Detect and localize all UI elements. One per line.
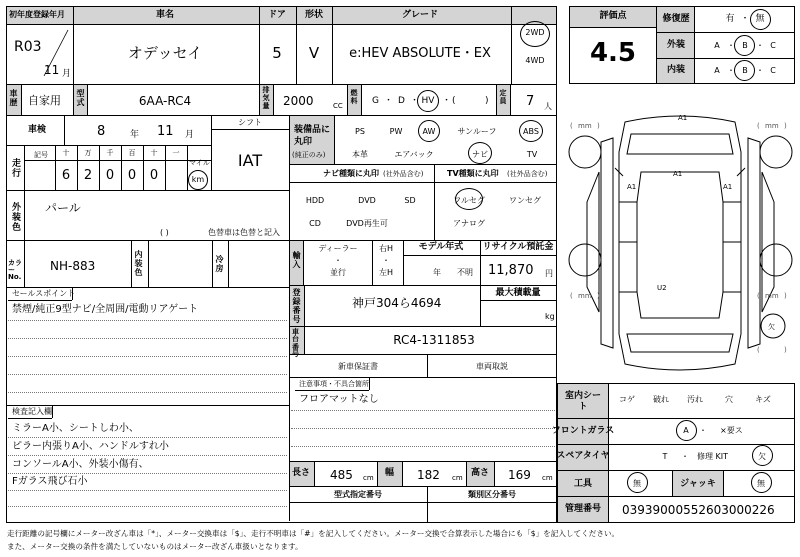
mileage-unit-2: 千: [106, 149, 114, 157]
equip-tv: TV: [526, 150, 538, 159]
interior-label: 内装: [666, 65, 686, 75]
repair-yes: 有: [725, 14, 735, 24]
mileage-unit-5: 一: [172, 149, 180, 157]
fuel-paren-close: ): [485, 96, 489, 106]
fuel-paren-open: (: [452, 96, 456, 106]
mileage-symbol-label: 記号: [34, 151, 48, 159]
repair-no: 無: [755, 14, 765, 24]
recycle-value: 11,870: [488, 263, 534, 278]
wheel-rl-mm: mm: [578, 292, 592, 300]
caution-text: フロアマットなし: [299, 394, 379, 405]
navi-dvd-play: DVD再生可: [346, 219, 388, 228]
footer-line-1: 走行距離の記号欄にメーター改ざん車は「*」、メーター交換車は「$」、走行不明車は「#」を記入してください。メーター交換で合算表示した場合にも「$」を記入してください。: [7, 529, 620, 538]
recycle-label: リサイクル預託金: [482, 242, 554, 252]
grade-label: グレード: [401, 10, 439, 20]
car-name: オデッセイ: [127, 44, 203, 62]
height-value: 169: [508, 468, 531, 482]
car-roof-outline: [637, 172, 723, 318]
equip-pw: PW: [389, 127, 403, 136]
type-designation-label: 型式指定番号: [334, 490, 382, 499]
mark-a1-roof: A1: [673, 170, 683, 178]
exterior-dot-2: ・: [756, 41, 764, 50]
mileage-digit-0: 6: [61, 168, 71, 183]
ac-label: 冷房: [215, 255, 224, 273]
import-dot-1: ・: [334, 256, 342, 265]
inspector-label: 検査記入欄: [12, 407, 52, 416]
tv-label: TV種類に丸印: [447, 169, 499, 178]
max-load-label: 最大積載量: [495, 288, 541, 298]
wheel-sp-paren-close: ): [784, 346, 787, 354]
navi-sub: (社外品含む): [383, 170, 424, 178]
color-paren: ( ): [160, 228, 169, 237]
disp-label: 排気量: [262, 86, 270, 110]
tv-sub: (社外品含む): [507, 170, 548, 178]
length-unit: cm: [363, 474, 374, 482]
wheel-rear-left: [569, 244, 601, 276]
car-damage-diagram: [561, 112, 800, 374]
plate-label: 登録番号: [292, 288, 301, 324]
fuel-dot-3: ・: [442, 96, 452, 106]
equipment-sub: (純正のみ): [292, 151, 326, 159]
inspection-label: 車検: [27, 125, 47, 135]
warranty-new: 新車保証書: [338, 362, 378, 371]
km-label: km: [191, 175, 205, 184]
sales-text: 禁煙/純正9型ナビ/全周囲/電動リアゲート: [12, 304, 199, 315]
class-number-label: 類別区分番号: [468, 490, 516, 499]
interior-dot-2: ・: [756, 66, 764, 75]
mile-label: マイル: [189, 159, 210, 167]
model-year-unknown: 不明: [457, 268, 473, 277]
reg-era: R03: [14, 39, 42, 55]
equip-leather: 本革: [352, 150, 368, 159]
mark-a1-front: A1: [678, 114, 688, 122]
plate-value: 神戸304ら4694: [352, 296, 442, 310]
inspection-year: 8: [97, 124, 106, 139]
navi-hdd: HDD: [305, 196, 325, 205]
inspection-month: 11: [157, 124, 174, 139]
import-dealer: ディーラー: [318, 244, 358, 253]
color-label: 外装色: [10, 202, 20, 232]
windshield-dot: ・: [699, 426, 707, 435]
equip-abs: ABS: [523, 127, 539, 136]
score-value: 4.5: [589, 38, 637, 68]
length-value: 485: [330, 468, 353, 482]
inspection-year-unit: 年: [130, 130, 140, 140]
door-label: ドア: [268, 10, 286, 20]
interior-dot-1: ・: [727, 66, 735, 75]
inspector-line-1: ミラーA小、シートしわ小、: [12, 423, 139, 434]
usage-label: 車歴: [9, 89, 18, 107]
navi-label: ナビ種類に丸印: [323, 169, 379, 178]
equipment-label: 装備品に丸印: [294, 125, 331, 148]
navi-dvd: DVD: [358, 196, 376, 205]
spare-none: 欠: [758, 452, 766, 461]
mark-spare-missing: 欠: [768, 323, 775, 331]
width-label: 幅: [385, 468, 395, 478]
mark-a1-right: A1: [723, 183, 733, 191]
wheel-fl-paren-close: ): [597, 122, 600, 130]
color-note: 色替車は色替と記入: [208, 228, 280, 237]
width-unit: cm: [452, 474, 463, 482]
mark-u2-rear: U2: [657, 284, 667, 292]
cap-unit: 人: [544, 102, 552, 111]
wheel-rr-mm: mm: [765, 292, 779, 300]
wheel-rl-paren-open: (: [570, 292, 573, 300]
inspection-month-unit: 月: [185, 130, 195, 140]
color-no-label: カラーNo.: [8, 259, 22, 281]
mileage-digit-1: 2: [83, 168, 93, 183]
navi-cd: CD: [309, 219, 321, 228]
spare-kit: 修理 KIT: [697, 452, 729, 461]
shift-value: IAT: [237, 151, 263, 170]
reg-month: 11: [44, 63, 60, 77]
mgmt-value: 03939000552603000226: [622, 503, 775, 517]
wheel-fl-paren-open: (: [570, 122, 573, 130]
exterior-label: 外装: [666, 40, 686, 50]
recycle-unit: 円: [545, 269, 553, 278]
jack-label: ジャッキ: [680, 479, 716, 489]
usage-value: 自家用: [28, 94, 61, 107]
model-label: 型式: [76, 89, 85, 107]
interior-item-1: 破れ: [653, 395, 669, 404]
wheel-fr-mm: mm: [765, 122, 779, 130]
car-right-side: [748, 138, 760, 348]
wheel-rr-paren-open: (: [757, 292, 760, 300]
wheel-fr-paren-open: (: [757, 122, 760, 130]
footer-line-2: また、メーター交換の条件を満たしていないものはメーター改ざん車扱いとなります。: [7, 542, 303, 551]
tv-oneseg: ワンセグ: [509, 196, 541, 205]
wheel-front-right: [760, 136, 792, 168]
warranty-manual: 車両取説: [476, 362, 508, 371]
shift-label: シフト: [238, 118, 262, 127]
caution-label: 注意事項・不具合箇所: [299, 380, 369, 388]
windshield-label: フロントガラス: [551, 426, 615, 436]
mileage-unit-3: 百: [128, 149, 136, 157]
int-color-label: 内装色: [134, 250, 143, 277]
mileage-unit-0: 十: [62, 149, 70, 157]
mileage-unit-1: 万: [84, 149, 92, 157]
windshield-replace: ×要ス: [720, 426, 743, 435]
wheel-fr-paren-close: ): [784, 122, 787, 130]
interior-item-2: 汚れ: [687, 395, 703, 404]
inspector-line-4: Fガラス飛び石小: [12, 476, 88, 487]
wheel-rr-paren-close: ): [784, 292, 787, 300]
shape-label: 形状: [304, 10, 324, 20]
cap-value: 7: [526, 94, 535, 109]
navi-sd: SD: [404, 196, 416, 205]
import-label: 輸入: [292, 251, 301, 269]
width-value: 182: [417, 468, 440, 482]
wheel-rl-paren-close: ): [597, 292, 600, 300]
model-value: 6AA-RC4: [138, 94, 192, 108]
tools-label: 工具: [573, 479, 593, 489]
exterior-b: B: [742, 41, 748, 50]
repair-label: 修復歴: [662, 14, 690, 24]
fuel-dot-1: ・: [384, 96, 394, 106]
jack-none: 無: [757, 479, 765, 488]
drive-2wd: 2WD: [525, 28, 545, 37]
equip-navi: ナビ: [472, 150, 488, 159]
reg-label: 初年度登録年月: [9, 10, 65, 19]
equip-sunroof: サンルーフ: [457, 127, 497, 136]
import-parallel: 並行: [330, 268, 346, 277]
mgmt-label: 管理番号: [564, 504, 602, 514]
interior-item-0: コゲ: [619, 395, 635, 404]
mark-a1-left: A1: [627, 183, 637, 191]
tv-analog: アナログ: [453, 219, 485, 228]
shape-value: V: [308, 44, 320, 62]
wheel-front-left: [569, 136, 601, 168]
color-no-value: NH-883: [50, 259, 96, 273]
sales-label: セールスポイント: [12, 289, 76, 298]
grade-value: e:HEV ABSOLUTE・EX: [349, 46, 491, 61]
tv-fullseg: フルセグ: [453, 196, 485, 205]
mileage-digit-4: 0: [149, 168, 159, 183]
windshield-a: A: [683, 426, 689, 435]
drive-4wd: 4WD: [525, 56, 545, 65]
disp-unit: CC: [333, 102, 343, 110]
model-year-unit: 年: [433, 268, 441, 277]
equip-ps: PS: [355, 127, 365, 136]
door-value: 5: [272, 44, 282, 62]
chassis-value: RC4-1311853: [393, 333, 475, 347]
import-left: 左H: [378, 268, 394, 277]
repair-dot: ・: [740, 14, 750, 24]
fuel-dot-2: ・: [410, 96, 420, 106]
wheel-fl-mm: mm: [578, 122, 592, 130]
exterior-a: A: [714, 41, 720, 50]
import-dot-2: ・: [382, 256, 390, 265]
chassis-label: 車台番号: [292, 328, 299, 359]
interior-b: B: [742, 66, 748, 75]
car-left-side: [601, 138, 613, 348]
equip-airbag: エアバック: [394, 150, 434, 159]
max-load-unit: kg: [545, 312, 555, 321]
interior-item-3: 穴: [725, 395, 733, 404]
length-label: 長さ: [292, 468, 311, 478]
mileage-label: 走行: [10, 158, 20, 178]
mileage-unit-4: 十: [150, 149, 158, 157]
inspector-line-3: コンソールA小、外装小傷有、: [12, 459, 149, 470]
exterior-c: C: [770, 41, 776, 50]
mileage-digit-2: 0: [105, 168, 115, 183]
exterior-dot-1: ・: [727, 41, 735, 50]
tools-none: 無: [633, 479, 641, 488]
cap-label: 定員: [499, 89, 507, 105]
model-year-label: モデル年式: [418, 242, 464, 252]
interior-seat-label: 室内シート: [565, 391, 602, 412]
color-value: パール: [45, 201, 81, 215]
interior-a: A: [714, 66, 720, 75]
wheel-sp-paren-open: (: [757, 346, 760, 354]
mileage-digit-3: 0: [127, 168, 137, 183]
height-label: 高さ: [471, 468, 490, 478]
spare-label: スペアタイヤ: [556, 451, 610, 461]
interior-c: C: [770, 66, 776, 75]
fuel-hv: HV: [421, 96, 435, 106]
wheel-rear-right: [760, 244, 792, 276]
equip-aw: AW: [422, 127, 436, 136]
fuel-d: D: [398, 96, 405, 106]
import-right: 右H: [378, 244, 394, 253]
interior-item-4: キズ: [755, 395, 771, 404]
spare-dot: ・: [681, 452, 689, 461]
height-unit: cm: [542, 474, 553, 482]
fuel-label: 燃料: [350, 89, 358, 105]
spare-t: T: [662, 452, 668, 461]
inspector-line-2: ピラー内張りA小、ハンドルすれ小: [12, 441, 169, 452]
reg-month-unit: 月: [62, 69, 72, 79]
fuel-g: G: [372, 96, 379, 106]
name-label: 車名: [155, 10, 175, 20]
score-label: 評価点: [599, 11, 627, 21]
disp-value: 2000: [283, 94, 314, 108]
